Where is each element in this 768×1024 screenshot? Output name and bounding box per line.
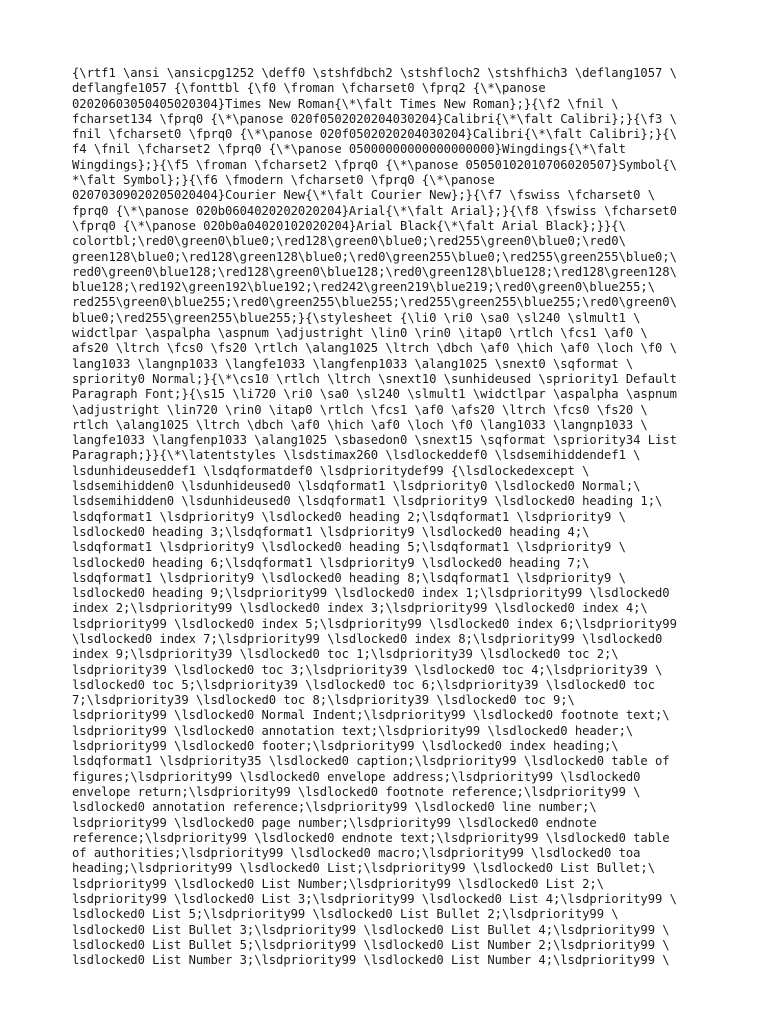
text-line: lsdqformat1 \lsdpriority9 \lsdlocked0 heading 5;\lsdqformat1 \lsdpriority9 \ xyxy=(72,540,626,555)
text-line: red0\green0\blue128;\red128\green0\blue128;\red0\green128\blue128;\red128\green128\ xyxy=(72,264,677,279)
text-line: lsdunhideuseddef1 \lsdqformatdef0 \lsdprioritydef99 {\lsdlockedexcept \ xyxy=(72,463,590,478)
text-line: colortbl;\red0\green0\blue0;\red128\green0\blue0;\red255\green0\blue0;\red0\ xyxy=(72,234,626,249)
text-line: f4 \fnil \fcharset2 \fprq0 {\*\panose 05000000000000000000}Wingdings{\*\falt xyxy=(72,142,626,157)
text-line: lsdsemihidden0 \lsdunhideused0 \lsdqformat1 \lsdpriority9 \lsdlocked0 heading 1;\ xyxy=(72,494,663,509)
text-line: blue128;\red192\green192\blue192;\red242\green219\blue219;\red0\green0\blue255;\ xyxy=(72,280,656,295)
text-line: lsdpriority99 \lsdlocked0 annotation text;\lsdpriority99 \lsdlocked0 header;\ xyxy=(72,723,634,738)
text-line: {\rtf1 \ansi \ansicpg1252 \deff0 \stshfdbch2 \stshfloch2 \stshfhich3 \deflang1057 \ xyxy=(72,66,677,80)
text-line: green128\blue0;\red128\green128\blue0;\red0\green255\blue0;\red255\green255\blue0;\ xyxy=(72,249,677,264)
text-line: Wingdings};}{\f5 \froman \fcharset2 \fprq0 {\*\panose 05050102010706020507}Symbol{\ xyxy=(72,157,677,172)
text-line: lsdlocked0 heading 3;\lsdqformat1 \lsdpriority9 \lsdlocked0 heading 4;\ xyxy=(72,524,590,539)
text-line: lsdqformat1 \lsdpriority9 \lsdlocked0 heading 2;\lsdqformat1 \lsdpriority9 \ xyxy=(72,509,626,524)
text-line: Paragraph;}}{\*\latentstyles \lsdstimax260 \lsdlockeddef0 \lsdsemihiddendef1 \ xyxy=(72,448,641,463)
text-line: \fprq0 {\*\panose 020b0a04020102020204}Arial Black{\*\falt Arial Black};}}{\ xyxy=(72,218,626,233)
text-line: widctlpar \aspalpha \aspnum \adjustright \lin0 \rin0 \itap0 \rtlch \fcs1 \af0 \ xyxy=(72,326,648,341)
text-line: lang1033 \langnp1033 \langfe1033 \langfenp1033 \alang1025 \snext0 \sqformat \ xyxy=(72,356,634,371)
text-line: spriority0 Normal;}{\*\cs10 \rtlch \ltrch \snext10 \sunhideused \spriority1 Default xyxy=(72,371,677,386)
text-line: lsdlocked0 List Number 3;\lsdpriority99 \lsdlocked0 List Number 4;\lsdpriority99 \ xyxy=(72,953,670,968)
text-line: blue0;\red255\green255\blue255;}{\stylesheet {\li0 \ri0 \sa0 \sl240 \slmult1 \ xyxy=(72,310,641,325)
text-line: \lsdlocked0 index 7;\lsdpriority99 \lsdlocked0 index 8;\lsdpriority99 \lsdlocked0 xyxy=(72,631,663,646)
text-line: 02070309020205020404}Courier New{\*\falt Courier New};}{\f7 \fswiss \fcharset0 \ xyxy=(72,188,656,203)
text-line: lsdpriority99 \lsdlocked0 List Number;\lsdpriority99 \lsdlocked0 List 2;\ xyxy=(72,876,604,891)
text-line: lsdlocked0 heading 6;\lsdqformat1 \lsdpriority9 \lsdlocked0 heading 7;\ xyxy=(72,555,590,570)
text-line: lsdqformat1 \lsdpriority35 \lsdlocked0 caption;\lsdpriority99 \lsdlocked0 table of xyxy=(72,754,670,769)
text-line: lsdlocked0 toc 5;\lsdpriority39 \lsdlocked0 toc 6;\lsdpriority39 \lsdlocked0 toc xyxy=(72,677,656,692)
text-line: index 9;\lsdpriority39 \lsdlocked0 toc 1;\lsdpriority39 \lsdlocked0 toc 2;\ xyxy=(72,647,619,662)
text-line: lsdlocked0 annotation reference;\lsdpriority99 \lsdlocked0 line number;\ xyxy=(72,800,597,815)
text-line: red255\green0\blue255;\red0\green255\blue255;\red255\green255\blue255;\red0\green0\ xyxy=(72,295,677,310)
text-line: lsdqformat1 \lsdpriority9 \lsdlocked0 heading 8;\lsdqformat1 \lsdpriority9 \ xyxy=(72,570,626,585)
text-line: fprq0 {\*\panose 020b0604020202020204}Arial{\*\falt Arial};}{\f8 \fswiss \fcharset0 xyxy=(72,203,677,218)
text-line: envelope return;\lsdpriority99 \lsdlocked0 footnote reference;\lsdpriority99 \ xyxy=(72,784,641,799)
text-line: of authorities;\lsdpriority99 \lsdlocked0 macro;\lsdpriority99 \lsdlocked0 toa xyxy=(72,846,641,861)
text-line: afs20 \ltrch \fcs0 \fs20 \rtlch \alang1025 \ltrch \dbch \af0 \hich \af0 \loch \f0 \ xyxy=(72,341,677,356)
text-line: lsdpriority99 \lsdlocked0 List 3;\lsdpriority99 \lsdlocked0 List 4;\lsdpriority99 \ xyxy=(72,892,677,907)
text-line: langfe1033 \langfenp1033 \alang1025 \sbasedon0 \snext15 \sqformat \spriority34 List xyxy=(72,433,677,448)
text-line: lsdpriority99 \lsdlocked0 Normal Indent;\lsdpriority99 \lsdlocked0 footnote text;\ xyxy=(72,708,670,723)
text-line: lsdpriority39 \lsdlocked0 toc 3;\lsdpriority39 \lsdlocked0 toc 4;\lsdpriority39 \ xyxy=(72,662,663,677)
text-line: 7;\lsdpriority39 \lsdlocked0 toc 8;\lsdpriority39 \lsdlocked0 toc 9;\ xyxy=(72,693,575,708)
text-line: figures;\lsdpriority99 \lsdlocked0 envelope address;\lsdpriority99 \lsdlocked0 xyxy=(72,769,641,784)
rtf-source-text xyxy=(72,66,702,969)
text-line: reference;\lsdpriority99 \lsdlocked0 endnote text;\lsdpriority99 \lsdlocked0 table xyxy=(72,830,670,845)
text-line: lsdlocked0 List Bullet 5;\lsdpriority99 \lsdlocked0 List Number 2;\lsdpriority99 \ xyxy=(72,937,670,952)
text-line: \adjustright \lin720 \rin0 \itap0 \rtlch \fcs1 \af0 \afs20 \ltrch \fcs0 \fs20 \ xyxy=(72,402,648,417)
text-line: lsdsemihidden0 \lsdunhideused0 \lsdqformat1 \lsdpriority0 \lsdlocked0 Normal;\ xyxy=(72,479,641,494)
text-line: deflangfe1057 {\fonttbl {\f0 \froman \fcharset0 \fprq2 {\*\panose xyxy=(72,81,546,96)
text-line: index 2;\lsdpriority99 \lsdlocked0 index 3;\lsdpriority99 \lsdlocked0 index 4;\ xyxy=(72,601,648,616)
text-line: lsdlocked0 heading 9;\lsdpriority99 \lsdlocked0 index 1;\lsdpriority99 \lsdlocked0 xyxy=(72,586,670,601)
text-line: lsdlocked0 List 5;\lsdpriority99 \lsdlocked0 List Bullet 2;\lsdpriority99 \ xyxy=(72,907,619,922)
text-line: 02020603050405020304}Times New Roman{\*\falt Times New Roman};}{\f2 \fnil \ xyxy=(72,96,619,111)
text-line: fcharset134 \fprq0 {\*\panose 020f0502020204030204}Calibri{\*\falt Calibri};}{\f3 \ xyxy=(72,111,677,126)
text-line: heading;\lsdpriority99 \lsdlocked0 List;\lsdpriority99 \lsdlocked0 List Bullet;\ xyxy=(72,861,656,876)
text-line: lsdlocked0 List Bullet 3;\lsdpriority99 \lsdlocked0 List Bullet 4;\lsdpriority99 \ xyxy=(72,922,670,937)
text-line: lsdpriority99 \lsdlocked0 footer;\lsdpriority99 \lsdlocked0 index heading;\ xyxy=(72,739,619,754)
text-line: fnil \fcharset0 \fprq0 {\*\panose 020f0502020204030204}Calibri{\*\falt Calibri};}{\ xyxy=(72,127,677,142)
text-line: *\falt Symbol};}{\f6 \fmodern \fcharset0 \fprq0 {\*\panose xyxy=(72,173,495,188)
text-line: rtlch \alang1025 \ltrch \dbch \af0 \hich \af0 \loch \f0 \lang1033 \langnp1033 \ xyxy=(72,417,648,432)
text-line: lsdpriority99 \lsdlocked0 page number;\lsdpriority99 \lsdlocked0 endnote xyxy=(72,815,597,830)
text-line: lsdpriority99 \lsdlocked0 index 5;\lsdpriority99 \lsdlocked0 index 6;\lsdpriority99 xyxy=(72,616,677,631)
text-line: Paragraph Font;}{\s15 \li720 \ri0 \sa0 \sl240 \slmult1 \widctlpar \aspalpha \aspnum xyxy=(72,387,677,402)
